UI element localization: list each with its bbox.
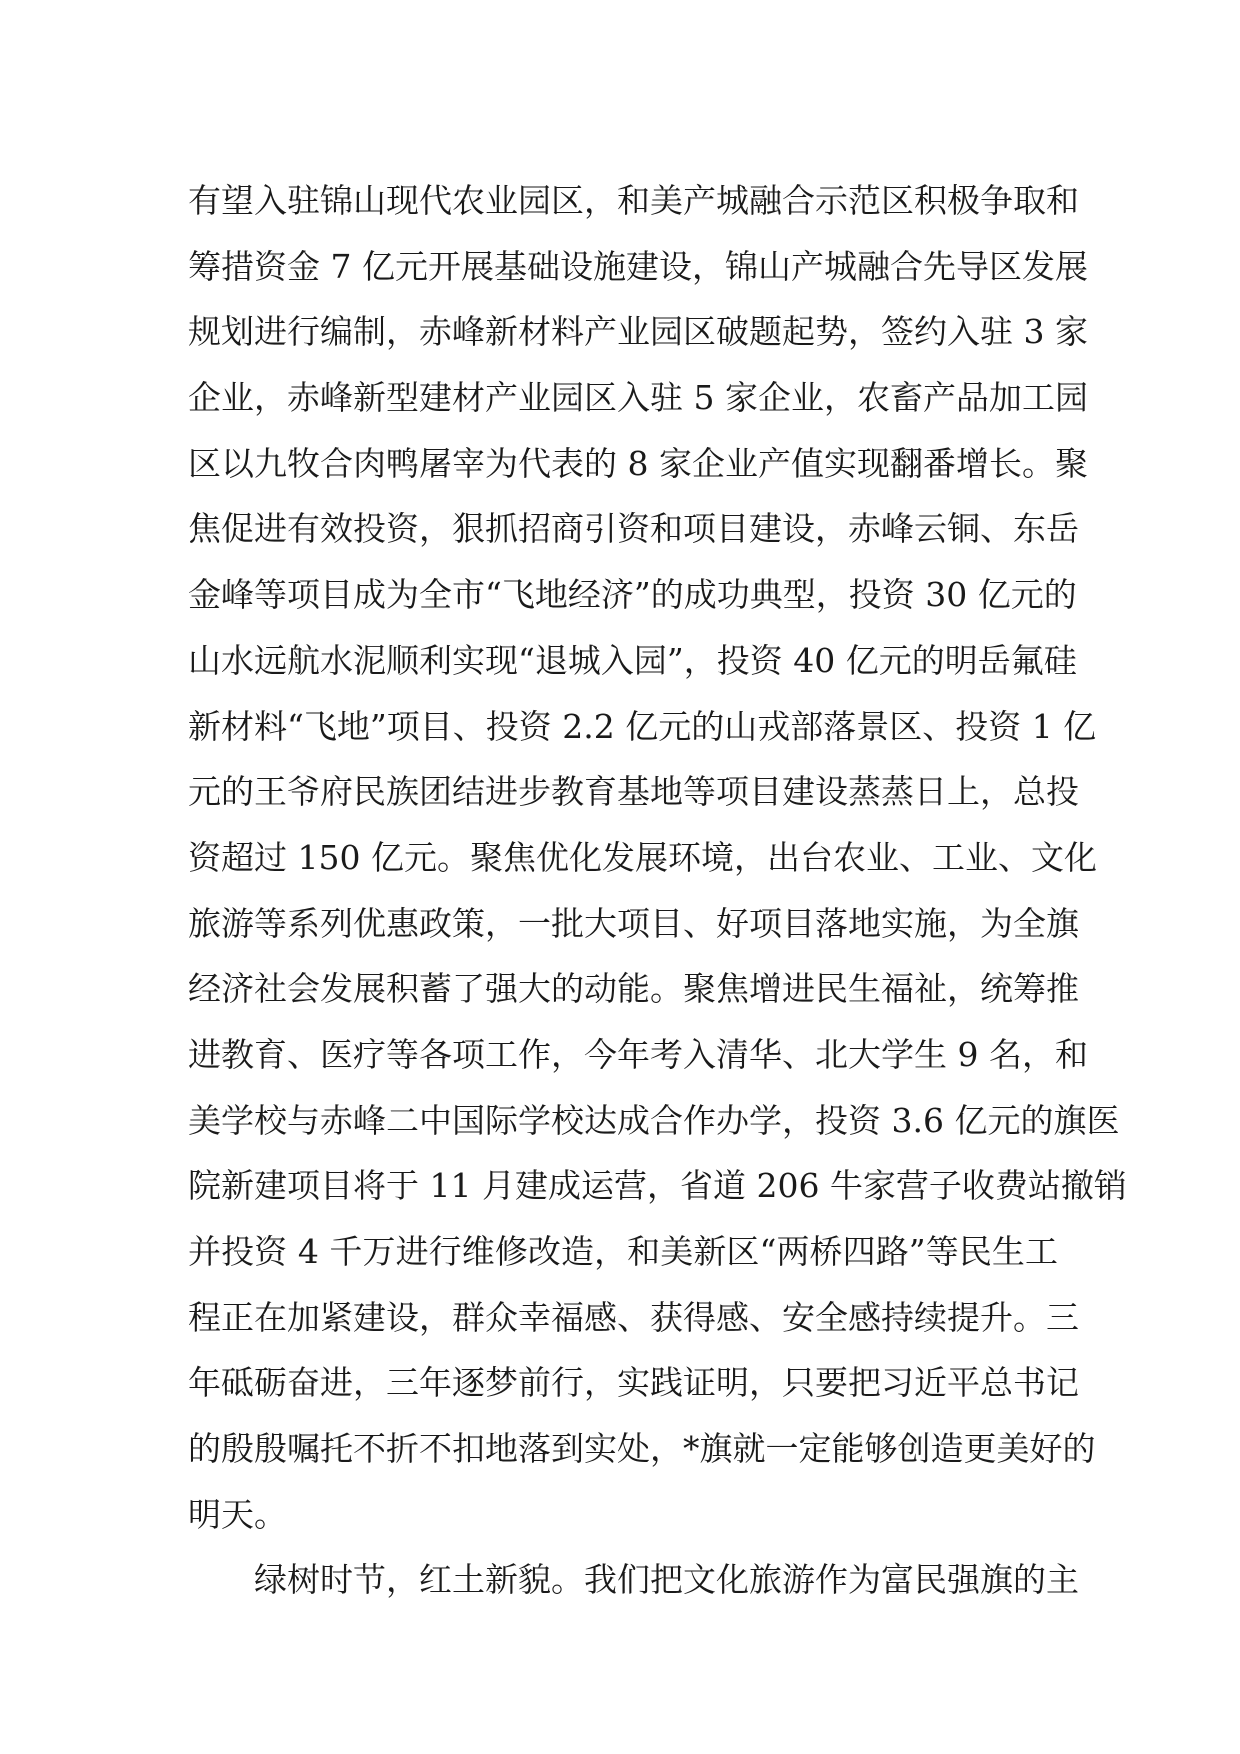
text-line: 规划进行编制，赤峰新材料产业园区破题起势，签约入驻 3 家 xyxy=(188,312,1088,352)
text-line: 美学校与赤峰二中国际学校达成合作办学，投资 3.6 亿元的旗医 xyxy=(188,1100,1120,1140)
text-line: 焦促进有效投资，狠抓招商引资和项目建设，赤峰云铜、东岳 xyxy=(188,509,1079,549)
text-line: 区以九牧合肉鸭屠宰为代表的 8 家企业产值实现翻番增长。聚 xyxy=(188,443,1088,483)
text-line: 筹措资金 7 亿元开展基础设施建设，锦山产城融合先导区发展 xyxy=(188,246,1088,286)
text-line: 山水远航水泥顺利实现“退城入园”，投资 40 亿元的明岳氟硅 xyxy=(188,640,1077,680)
text-line: 绿树时节，红土新貌。我们把文化旅游作为富民强旗的主 xyxy=(254,1560,1079,1600)
text-line: 的殷殷嘱托不折不扣地落到实处，*旗就一定能够创造更美好的 xyxy=(188,1429,1096,1469)
text-line: 院新建项目将于 11 月建成运营，省道 206 牛家营子收费站撤销 xyxy=(188,1166,1127,1206)
text-line: 资超过 150 亿元。聚焦优化发展环境，出台农业、工业、文化 xyxy=(188,837,1097,877)
text-line: 有望入驻锦山现代农业园区，和美产城融合示范区积极争取和 xyxy=(188,181,1079,220)
text-line: 经济社会发展积蓄了强大的动能。聚焦增进民生福祉，统筹推 xyxy=(188,969,1079,1009)
paragraph-1 xyxy=(188,168,1127,1547)
paragraph-2 xyxy=(188,1547,1079,1613)
text-line: 企业，赤峰新型建材产业园区入驻 5 家企业，农畜产品加工园 xyxy=(188,378,1088,418)
body-text xyxy=(188,168,1127,1613)
text-line: 程正在加紧建设，群众幸福感、获得感、安全感持续提升。三 xyxy=(188,1297,1079,1337)
text-line: 旅游等系列优惠政策，一批大项目、好项目落地实施，为全旗 xyxy=(188,903,1079,943)
text-line: 元的王爷府民族团结进步教育基地等项目建设蒸蒸日上，总投 xyxy=(188,772,1079,812)
text-line: 金峰等项目成为全市“飞地经济”的成功典型，投资 30 亿元的 xyxy=(188,575,1077,615)
text-line: 进教育、医疗等各项工作，今年考入清华、北大学生 9 名，和 xyxy=(188,1034,1088,1074)
text-line: 新材料“飞地”项目、投资 2.2 亿元的山戎部落景区、投资 1 亿 xyxy=(188,706,1097,746)
text-line: 并投资 4 千万进行维修改造，和美新区“两桥四路”等民生工 xyxy=(188,1232,1058,1271)
text-line: 年砥砺奋进，三年逐梦前行，实践证明，只要把习近平总书记 xyxy=(188,1363,1079,1403)
text-line: 明天。 xyxy=(188,1494,287,1534)
